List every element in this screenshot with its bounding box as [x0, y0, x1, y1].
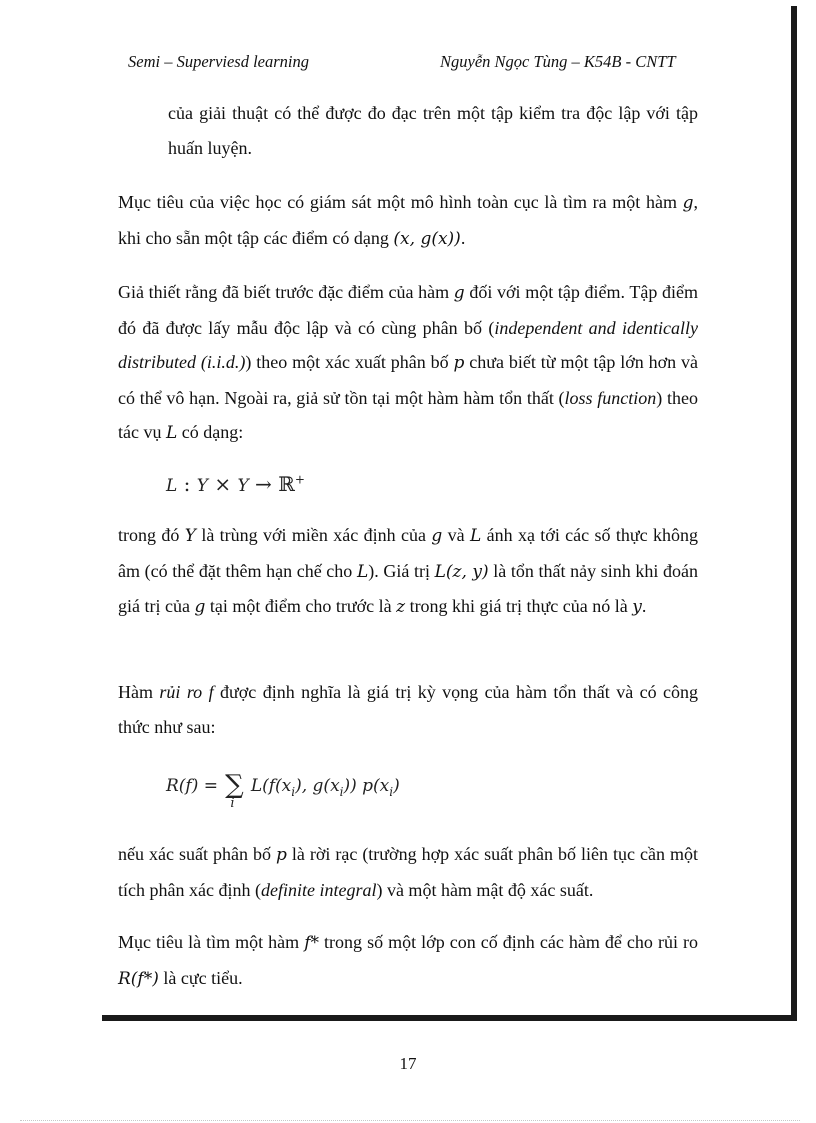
paragraph-1: của giải thuật có thể được đo đạc trên một tập kiểm tra độc lập với tập huấn luyện. [168, 103, 698, 158]
page-divider [20, 1120, 800, 1121]
header-left: Semi – Superviesd learning [128, 52, 310, 71]
paragraph-4: trong đó Y là trùng với miền xác định của g và L ánh xạ tới các số thực không âm (có thể đặt thêm hạn chế cho L). Giá trị L(z, y) là tổn thất nảy sinh khi đoán giá trị của g tại một điểm cho trước là z trong khi giá trị thực của nó là y. [118, 525, 699, 617]
paragraph-6: nếu xác suất phân bố p là rời rạc (trường hợp xác suất phân bố liên tục cần một tích phân xác định (definite integral) và một hàm mật độ xác suất. [118, 844, 699, 900]
equation-loss-mapping: L : Y × Y → ℝ+ [166, 472, 305, 496]
paragraph-7: Mục tiêu là tìm một hàm f* trong số một lớp con cố định các hàm để cho rủi ro R(f*) là cực tiểu. [118, 932, 698, 989]
paragraph-5: Hàm rủi ro f được định nghĩa là giá trị kỳ vọng của hàm tổn thất và có công thức như sau: [118, 682, 698, 737]
paragraph-3: Giả thiết rằng đã biết trước đặc điểm của hàm g đối với một tập điểm. Tập điểm đó đã được lấy mẫu độc lập và có cùng phân bố (independent and identically distributed (i.i.d.)) theo một xác xuất phân bố p chưa biết từ một tập lớn hơn và có thể vô hạn. Ngoài ra, giả sử tồn tại một hàm hàm tổn thất (loss function) theo tác vụ L có dạng: [118, 282, 698, 443]
page-number: 17 [399, 1054, 417, 1073]
header-right: Nguyễn Ngọc Tùng – K54B - CNTT [440, 52, 676, 71]
equation-risk: R(f) = ∑ i $L(f(x_i)$, $g(x_i)$) $p(x_i)$ [166, 770, 400, 811]
paragraph-2: Mục tiêu của việc học có giám sát một mô hình toàn cục là tìm ra một hàm g, khi cho sẵn một tập các điểm có dạng (x, g(x)). [118, 192, 698, 249]
